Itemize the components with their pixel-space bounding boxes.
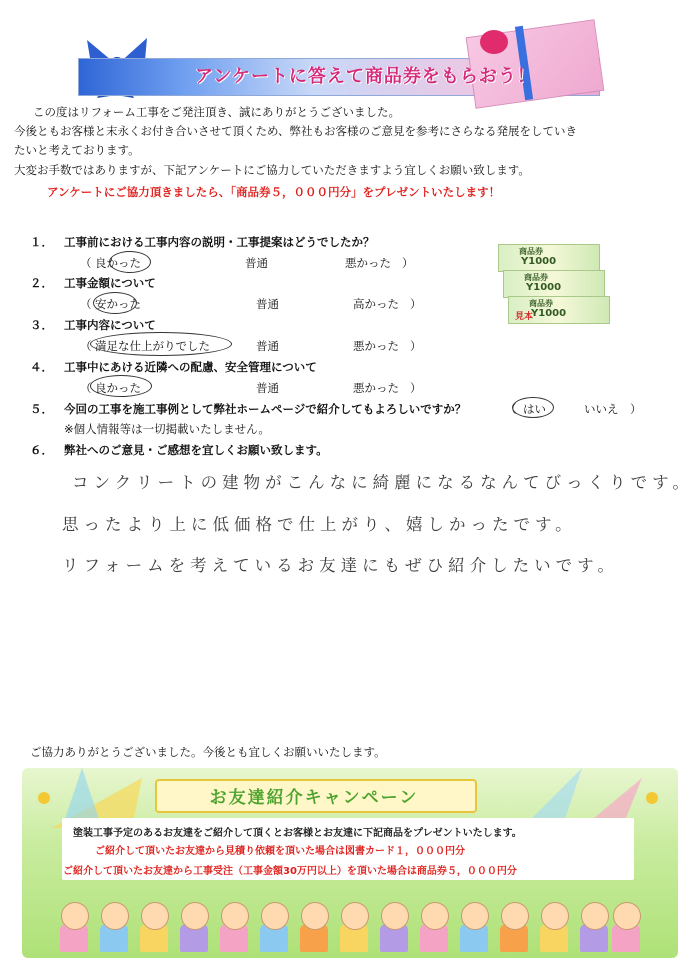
options-row: （ [80, 339, 92, 353]
option-good[interactable]: 良かった [95, 256, 141, 270]
campaign-line: ご紹介して頂いたお友達から工事受注（工事金額30万円以上）を頂いた場合は商品券５，０００円分 [63, 866, 517, 877]
option-bad[interactable]: 悪かった [345, 256, 391, 270]
voucher-image: 商品券 Y1000 [503, 270, 605, 298]
question-number: ５． [30, 402, 53, 416]
option-expensive[interactable]: 高かった [353, 297, 399, 311]
question-number: ２． [30, 276, 53, 290]
closing-text: ご協力ありがとうございました。今後とも宜しくお願いいたします。 [30, 745, 386, 759]
selected-circle [109, 251, 151, 273]
option-bad[interactable]: 悪かった [353, 381, 399, 395]
campaign-line: 塗装工事予定のあるお友達をご紹介して頂くとお客様とお友達に下記商品をプレゼントいたします。 [73, 828, 522, 839]
notice-text: アンケートにご協力頂きましたら、「商品券５，０００円分」をプレゼントいたします！ [47, 185, 501, 199]
option-normal[interactable]: 普通 [256, 339, 279, 353]
selected-circle [90, 375, 152, 397]
option-bad[interactable]: 悪かった [353, 339, 399, 353]
intro-line: この度はリフォーム工事をご発注頂き、誠にありがとうございました。 [33, 105, 400, 119]
question-text: 工事金額について [64, 276, 156, 290]
people-illustration [60, 894, 640, 956]
option-cheap[interactable]: 安かった [95, 297, 141, 311]
campaign-title: お友達紹介キャンペーン [209, 788, 419, 808]
gift-bow-icon [480, 30, 508, 54]
question-text: 工事内容について [64, 318, 156, 332]
option-good[interactable]: 良かった [95, 381, 141, 395]
page-title: アンケートに答えて商品券をもらおう！ [195, 66, 536, 87]
options-row: （ [80, 297, 92, 311]
options-close: ） [410, 339, 422, 353]
question-text: 工事前における工事内容の説明・工事提案はどうでしたか？ [64, 235, 375, 249]
option-satisfied[interactable]: 満足な仕上がりでした [95, 339, 210, 353]
selected-circle [90, 332, 232, 356]
sample-stamp: 見本 [515, 312, 534, 322]
intro-line: 今後ともお客様と末永くお付き合いさせて頂くため、弊社もお客様のご意見を参考にさらなる発展をしていき [14, 124, 578, 138]
intro-line: たいと考えております。 [14, 143, 140, 157]
options-row: （ [80, 256, 92, 270]
intro-line: 大変お手数ではありますが、下記アンケートにご協力していただきますよう宜しくお願い致します。 [14, 163, 530, 177]
question-number: ６． [30, 443, 53, 457]
comment-line: リフォームを考えているお友達にもぜひ紹介したいです。 [62, 556, 619, 575]
options-close: ） [410, 297, 422, 311]
options-row: （ [505, 402, 517, 416]
question-number: ４． [30, 360, 53, 374]
voucher-image: 商品券 Y1000 [498, 244, 600, 272]
question-text: 工事中にあける近隣への配慮、安全管理について [64, 360, 317, 374]
selected-circle [93, 292, 137, 314]
question-text: 弊社へのご意見・ご感想を宜しくお願い致します。 [64, 443, 328, 457]
comment-line: コンクリートの建物がこんなに綺麗になるなんてびっくりです。 [72, 473, 694, 492]
campaign-line: ご紹介して頂いたお友達から見積り依頼を頂いた場合は図書カード１，０００円分 [95, 846, 465, 857]
option-no[interactable]: いいえ [584, 402, 619, 416]
option-normal[interactable]: 普通 [256, 297, 279, 311]
options-row: （ [80, 381, 92, 395]
selected-circle [512, 397, 554, 418]
option-normal[interactable]: 普通 [245, 256, 268, 270]
question-number: １． [30, 235, 53, 249]
options-close: ） [402, 256, 414, 270]
privacy-note: ※個人情報等は一切掲載いたしません。 [64, 422, 270, 436]
options-close: ） [630, 402, 642, 416]
comment-line: 思ったより上に低価格で仕上がり、嬉しかったです。 [62, 515, 577, 534]
option-normal[interactable]: 普通 [256, 381, 279, 395]
question-text: 今回の工事を施工事例として弊社ホームページで紹介してもよろしいですか？ [64, 402, 467, 416]
voucher-image: 商品券 Y1000 見本 [508, 296, 610, 324]
question-number: ３． [30, 318, 53, 332]
options-close: ） [410, 381, 422, 395]
option-yes[interactable]: はい [523, 402, 546, 416]
